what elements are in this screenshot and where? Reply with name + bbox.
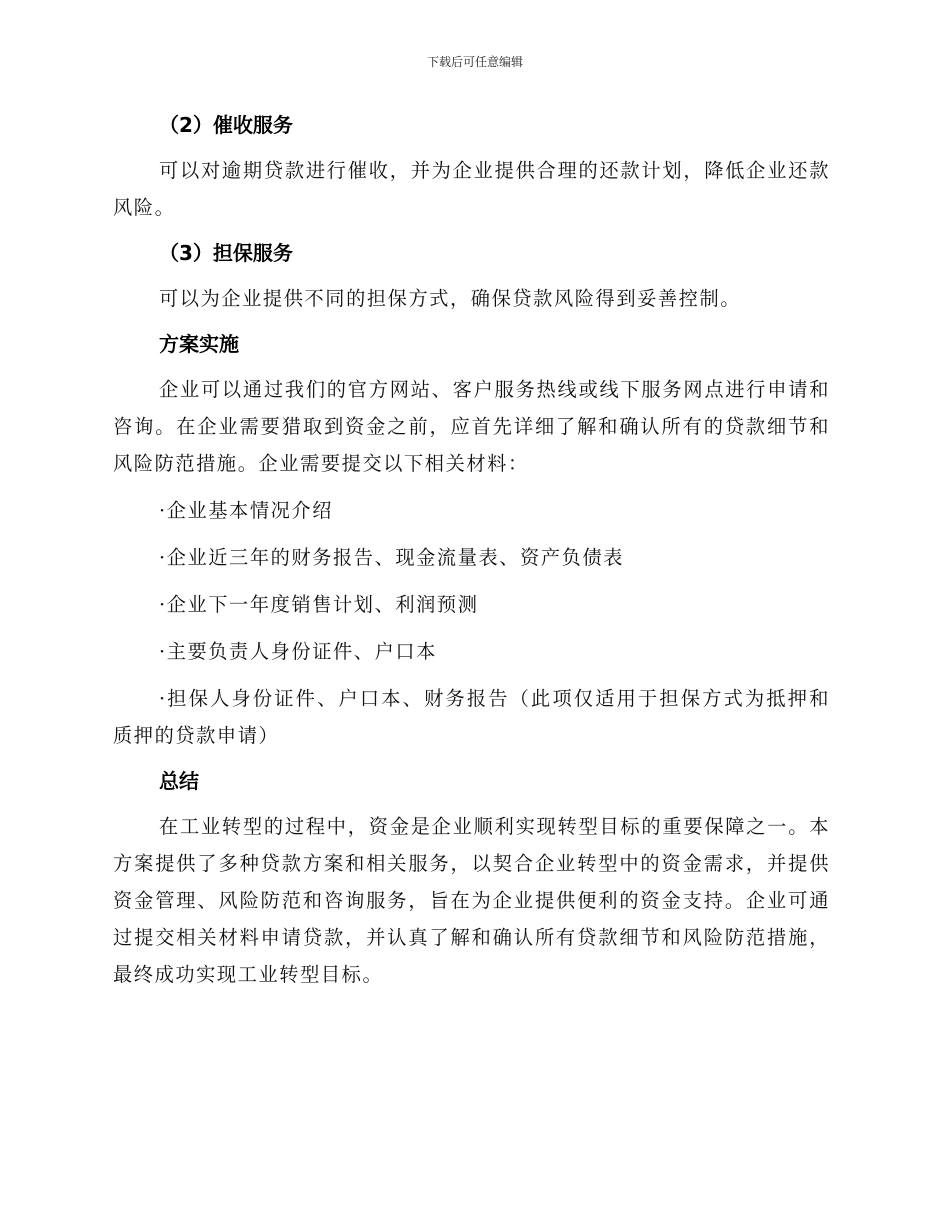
list-item: ·主要负责人身份证件、户口本 [159, 640, 437, 663]
list-item: ·企业下一年度销售计划、利润预测 [159, 593, 479, 616]
section-title-collection: （2）催收服务 [159, 113, 293, 137]
list-item: ·企业基本情况介绍 [159, 499, 333, 522]
paragraph-summary: 在工业转型的过程中，资金是企业顺利实现转型目标的重要保障之一。本方案提供了多种贷款方案和相关服务，以契合企业转型中的资金需求，并提供资金管理、风险防范和咨询服务，旨在为企业提供便利的资金支持。企业可通过提交相关材料申请贷款，并认真了解和确认所有贷款细节和风险防范措施，最终成功实现工业转型目标。 [113, 815, 830, 986]
paragraph-implementation: 企业可以通过我们的官方网站、客户服务热线或线下服务网点进行申请和咨询。在企业需要猎取到资金之前，应首先详细了解和确认所有的贷款细节和风险防范措施。企业需要提交以下相关材料： [113, 378, 830, 475]
list-item: ·企业近三年的财务报告、现金流量表、资产负债表 [159, 546, 625, 569]
list-item: ·担保人身份证件、户口本、财务报告（此项仅适用于担保方式为抵押和质押的贷款申请） [113, 687, 830, 747]
paragraph-collection: 可以对逾期贷款进行催收，并为企业提供合理的还款计划，降低企业还款风险。 [113, 159, 830, 219]
section-title-summary: 总结 [159, 769, 199, 793]
section-title-guarantee: （3）担保服务 [159, 241, 293, 265]
paragraph-guarantee: 可以为企业提供不同的担保方式，确保贷款风险得到妥善控制。 [159, 287, 742, 310]
section-title-implementation: 方案实施 [159, 332, 239, 356]
document-body [113, 108, 830, 993]
page-header: 下载后可任意编辑 [426, 55, 523, 69]
